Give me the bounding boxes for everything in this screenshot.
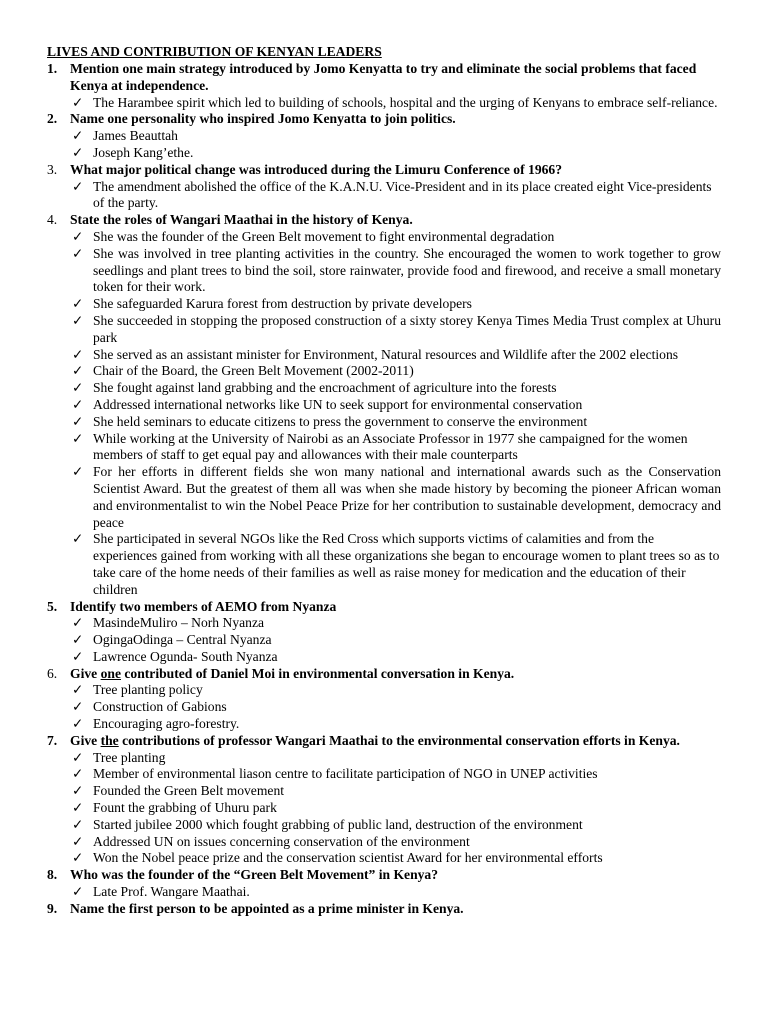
checkmark-icon: ✓ <box>72 396 84 412</box>
question-number: 5. <box>47 598 58 614</box>
answer-text: The Harambee spirit which led to building of schools, hospital and the urging of Kenyans to embrace self-reliance. <box>93 94 718 110</box>
answer-item <box>47 246 721 296</box>
question-number: 3. <box>47 161 58 177</box>
checkmark-icon: ✓ <box>72 413 84 429</box>
answer-text: Construction of Gabions <box>93 699 227 715</box>
question-number: 2. <box>47 111 58 127</box>
answer-item <box>47 783 721 800</box>
answer-text: She succeeded in stopping the proposed construction of a sixty storey Kenya Times Media Trust complex at Uhuru park <box>93 312 721 345</box>
checkmark-icon: ✓ <box>72 312 84 328</box>
answer-text: She held seminars to educate citizens to press the government to conserve the environment <box>93 413 588 429</box>
checkmark-icon: ✓ <box>72 430 84 446</box>
question-text: Who was the founder of the “Green Belt Movement” in Kenya? <box>70 867 439 883</box>
checkmark-icon: ✓ <box>72 749 84 765</box>
question-emphasis: the <box>100 732 119 748</box>
checkmark-icon: ✓ <box>72 800 84 816</box>
answer-item <box>47 615 721 632</box>
answer-item <box>47 431 721 465</box>
answer-item <box>47 800 721 817</box>
answer-item <box>47 380 721 397</box>
checkmark-icon: ✓ <box>72 648 84 664</box>
answer-text: OgingaOdinga – Central Nyanza <box>93 632 272 648</box>
answer-text: She was involved in tree planting activities in the country. She encouraged the women to work together to grow seedlings and plant trees to bind the soil, store rainwater, provide food and firewood, and receive a small monetary token for their work. <box>93 245 721 295</box>
answer-item <box>47 682 721 699</box>
answer-text: She was the founder of the Green Belt movement to fight environmental degradation <box>93 228 555 244</box>
checkmark-icon: ✓ <box>72 363 84 379</box>
answer-text: Late Prof. Wangare Maathai. <box>93 884 250 900</box>
answer-item <box>47 347 721 364</box>
checkmark-icon: ✓ <box>72 228 84 244</box>
answer-text: Won the Nobel peace prize and the conservation scientist Award for her environmental efforts <box>93 850 603 866</box>
checkmark-icon: ✓ <box>72 699 84 715</box>
question-2 <box>47 111 721 128</box>
checkmark-icon: ✓ <box>72 850 84 866</box>
checkmark-icon: ✓ <box>72 682 84 698</box>
answer-item <box>47 817 721 834</box>
question-3 <box>47 162 721 179</box>
question-text <box>70 733 721 750</box>
question-text: Name the first person to be appointed as a prime minister in Kenya. <box>70 900 464 916</box>
question-emphasis: one <box>100 665 121 681</box>
checkmark-icon: ✓ <box>72 245 84 261</box>
answer-text: Lawrence Ogunda- South Nyanza <box>93 648 278 664</box>
checkmark-icon: ✓ <box>72 346 84 362</box>
question-1 <box>47 61 721 95</box>
checkmark-icon: ✓ <box>72 94 84 110</box>
answer-text: Addressed UN on issues concerning conservation of the environment <box>93 833 470 849</box>
answer-item <box>47 296 721 313</box>
answer-text: Founded the Green Belt movement <box>93 783 285 799</box>
answer-item <box>47 229 721 246</box>
answer-item <box>47 145 721 162</box>
question-number: 9. <box>47 900 58 916</box>
checkmark-icon: ✓ <box>72 380 84 396</box>
answer-item <box>47 649 721 666</box>
answer-text: She fought against land grabbing and the encroachment of agriculture into the forests <box>93 380 557 396</box>
answer-item <box>47 750 721 767</box>
checkmark-icon: ✓ <box>72 833 84 849</box>
checkmark-icon: ✓ <box>72 178 84 194</box>
question-text: Mention one main strategy introduced by Jomo Kenyatta to try and eliminate the social problems that faced Kenya at independence. <box>70 61 697 93</box>
answer-item <box>47 632 721 649</box>
question-text: Identify two members of AEMO from Nyanza <box>70 598 337 614</box>
answer-text: While working at the University of Nairobi as an Associate Professor in 1977 she campaigned for the women members of staff to get equal pay and allowances with their male counterparts <box>93 430 688 463</box>
question-text <box>70 666 721 683</box>
answer-item <box>47 716 721 733</box>
answer-text: She participated in several NGOs like the Red Cross which supports victims of calamities and from the experiences gained from working with all these organizations she began to encourage women to plant trees so as to take care of the home needs of their families as well as raise money for medication and the education of their children <box>93 531 720 597</box>
checkmark-icon: ✓ <box>72 144 84 160</box>
answer-item <box>47 128 721 145</box>
checkmark-icon: ✓ <box>72 128 84 144</box>
answer-text: Started jubilee 2000 which fought grabbing of public land, destruction of the environment <box>93 816 583 832</box>
answer-item <box>47 313 721 347</box>
answer-item <box>47 397 721 414</box>
answer-item <box>47 414 721 431</box>
checkmark-icon: ✓ <box>72 766 84 782</box>
question-5 <box>47 599 721 616</box>
answer-text: James Beauttah <box>93 128 178 144</box>
checkmark-icon: ✓ <box>72 783 84 799</box>
answer-item <box>47 95 721 112</box>
answer-item <box>47 531 721 598</box>
answer-text: For her efforts in different fields she won many national and international awards such as the Conservation Scientist Award. But the greatest of them all was when she made history by becoming the pioneer African woman and environmentalist to win the Nobel Peace Prize for her contribution to sustainable development, democracy and peace <box>93 464 721 530</box>
answer-item <box>47 850 721 867</box>
answer-text: MasindeMuliro – Norh Nyanza <box>93 615 265 631</box>
question-8 <box>47 867 721 884</box>
answer-text: Fount the grabbing of Uhuru park <box>93 800 277 816</box>
question-text-start: Give <box>70 665 101 681</box>
answer-text: Tree planting policy <box>93 682 203 698</box>
checkmark-icon: ✓ <box>72 632 84 648</box>
question-text: What major political change was introduced during the Limuru Conference of 1966? <box>70 161 563 177</box>
question-number: 4. <box>47 212 58 228</box>
answer-item <box>47 834 721 851</box>
question-text-end: contributed of Daniel Moi in environmental conversation in Kenya. <box>120 665 515 681</box>
answer-text: Member of environmental liason centre to facilitate participation of NGO in UNEP activities <box>93 766 598 782</box>
answer-item <box>47 179 721 213</box>
question-4 <box>47 212 721 229</box>
answer-item <box>47 884 721 901</box>
question-text: Name one personality who inspired Jomo Kenyatta to join politics. <box>70 111 456 127</box>
answer-item <box>47 699 721 716</box>
checkmark-icon: ✓ <box>72 531 84 547</box>
question-text-start: Give <box>70 732 101 748</box>
question-7 <box>47 733 721 750</box>
answer-text: The amendment abolished the office of the K.A.N.U. Vice-President and in its place created eight Vice-presidents of the party. <box>93 178 712 211</box>
answer-item <box>47 363 721 380</box>
question-number: 1. <box>47 61 58 76</box>
answer-text: Encouraging agro-forestry. <box>93 716 240 732</box>
answer-item <box>47 766 721 783</box>
checkmark-icon: ✓ <box>72 464 84 480</box>
question-text: State the roles of Wangari Maathai in the history of Kenya. <box>70 212 413 228</box>
checkmark-icon: ✓ <box>72 615 84 631</box>
answer-text: She served as an assistant minister for Environment, Natural resources and Wildlife after the 2002 elections <box>93 346 679 362</box>
answer-text: Chair of the Board, the Green Belt Movement (2002-2011) <box>93 363 414 379</box>
checkmark-icon: ✓ <box>72 296 84 312</box>
question-number: 6. <box>47 665 58 681</box>
answer-text: Tree planting <box>93 749 166 765</box>
question-6 <box>47 666 721 683</box>
question-9 <box>47 901 721 918</box>
answer-text: She safeguarded Karura forest from destruction by private developers <box>93 296 472 312</box>
question-number: 8. <box>47 867 58 883</box>
answer-item <box>47 464 721 531</box>
document-title: LIVES AND CONTRIBUTION OF KENYAN LEADERS <box>47 44 382 59</box>
question-text-end: contributions of professor Wangari Maathai to the environmental conservation efforts in Kenya. <box>118 732 680 748</box>
answer-text: Addressed international networks like UN to seek support for environmental conservation <box>93 396 583 412</box>
checkmark-icon: ✓ <box>72 884 84 900</box>
checkmark-icon: ✓ <box>72 716 84 732</box>
question-list <box>47 61 721 918</box>
answer-text: Joseph Kang’ethe. <box>93 144 194 160</box>
question-number: 7. <box>47 732 58 748</box>
checkmark-icon: ✓ <box>72 816 84 832</box>
